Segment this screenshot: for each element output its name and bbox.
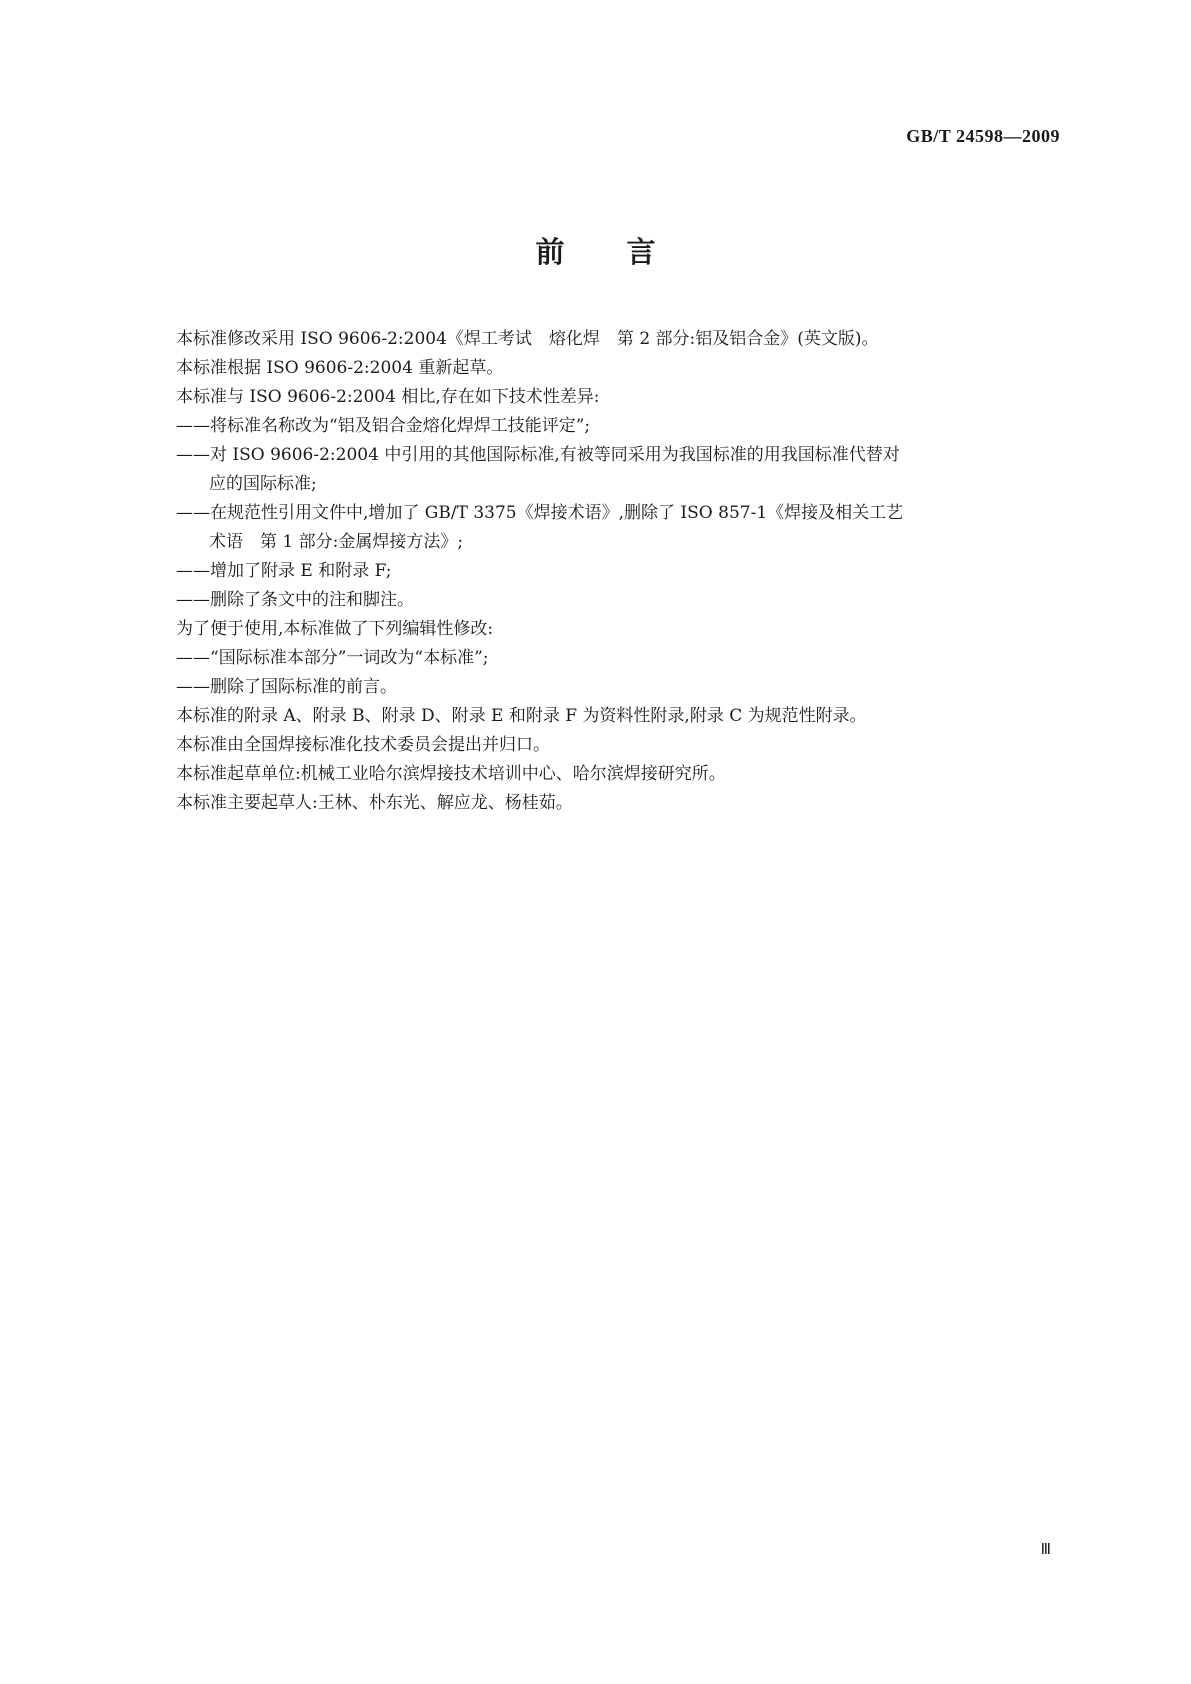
paragraph-line: 本标准与 ISO 9606-2:2004 相比,存在如下技术性差异: (176, 387, 600, 407)
list-item-continuation: 应的国际标准; (209, 474, 317, 494)
list-item: ——“国际标准本部分”一词改为“本标准”; (176, 648, 489, 668)
page-number: Ⅲ (1040, 1542, 1051, 1558)
paragraph-line: 为了便于使用,本标准做了下列编辑性修改: (176, 619, 494, 639)
list-item: ——在规范性引用文件中,增加了 GB/T 3375《焊接术语》,删除了 ISO 857-1《焊接及相关工艺 (176, 503, 904, 523)
foreword-body (176, 325, 1066, 818)
paragraph-line: 本标准起草单位:机械工业哈尔滨焊接技术培训中心、哈尔滨焊接研究所。 (176, 764, 726, 784)
list-item: ——删除了条文中的注和脚注。 (176, 590, 414, 610)
list-item: ——对 ISO 9606-2:2004 中引用的其他国际标准,有被等同采用为我国标准的用我国标准代替对 (176, 445, 900, 465)
paragraph-line: 本标准主要起草人:王林、朴东光、解应龙、杨桂茹。 (176, 793, 573, 813)
list-item: ——增加了附录 E 和附录 F; (176, 561, 392, 581)
standard-code: GB/T 24598—2009 (906, 126, 1060, 146)
list-item: ——将标准名称改为“铝及铝合金熔化焊焊工技能评定”; (176, 416, 591, 436)
paragraph-line: 本标准修改采用 ISO 9606-2:2004《焊工考试 熔化焊 第 2 部分:铝及铝合金》(英文版)。 (176, 329, 879, 349)
list-item-continuation: 术语 第 1 部分:金属焊接方法》; (209, 532, 464, 552)
list-item: ——删除了国际标准的前言。 (176, 677, 397, 697)
paragraph-line: 本标准根据 ISO 9606-2:2004 重新起草。 (176, 358, 504, 378)
paragraph-line: 本标准由全国焊接标准化技术委员会提出并归口。 (176, 735, 550, 755)
paragraph-line: 本标准的附录 A、附录 B、附录 D、附录 E 和附录 F 为资料性附录,附录 C 为规范性附录。 (176, 706, 867, 726)
page-title: 前言 (535, 235, 718, 269)
